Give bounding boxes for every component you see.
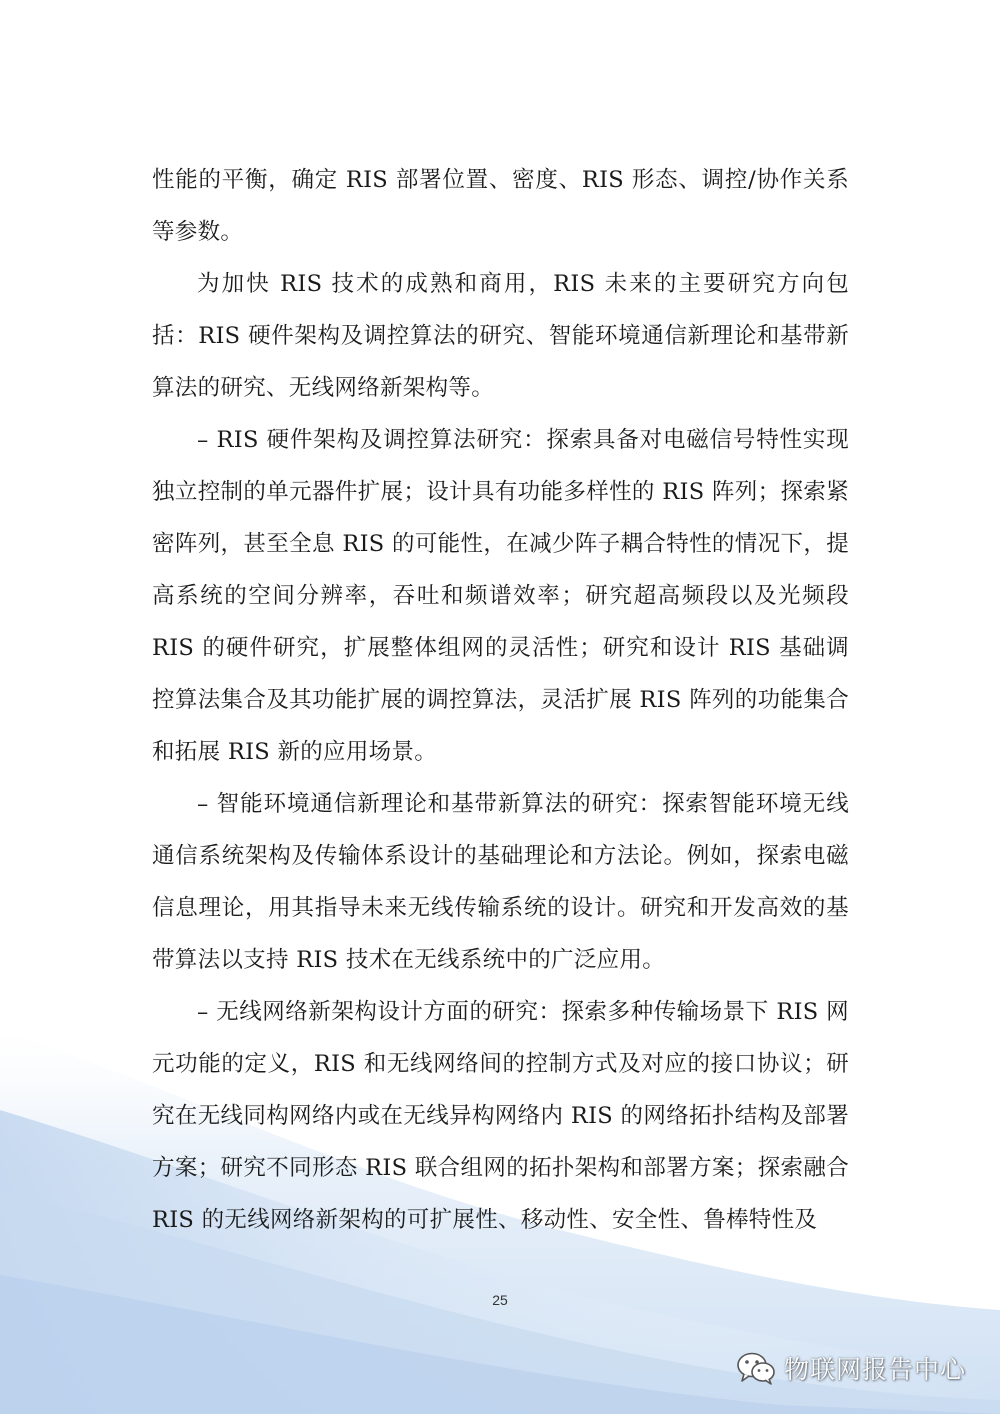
paragraph-continuation: 性能的平衡，确定 RIS 部署位置、密度、RIS 形态、调控/协作关系等参数。 [152, 167, 849, 245]
watermark-text: 物联网报告中心 [783, 1355, 966, 1384]
paragraph-network-architecture: – 无线网络新架构设计方面的研究：探索多种传输场景下 RIS 网元功能的定义，RIS 和无线网络间的控制方式及对应的接口协议；研究在无线同构网络内或在无线异构网络内 RIS 的网络拓扑结构及部署方案；研究不同形态 RIS 联合组网的拓扑架构和部署方案；探索融合 RIS 的无线网络新架构的可扩展性、移动性、安全性、鲁棒特性及 [152, 999, 849, 1233]
source-watermark [736, 1350, 966, 1386]
paragraph-hardware-algorithm: – RIS 硬件架构及调控算法研究：探索具备对电磁信号特性实现独立控制的单元器件扩展；设计具有功能多样性的 RIS 阵列；探索紧密阵列，甚至全息 RIS 的可能性，在减少阵子耦合特性的情况下，提高系统的空间分辨率，吞吐和频谱效率；研究超高频段以及光频段 RIS 的硬件研究，扩展整体组网的灵活性；研究和设计 RIS 基础调控算法集合及其功能扩展的调控算法，灵活扩展 RIS 阵列的功能集合和拓展 RIS 新的应用场景。 [152, 427, 849, 765]
paragraph-smart-environment: – 智能环境通信新理论和基带新算法的研究：探索智能环境无线通信系统架构及传输体系设计的基础理论和方法论。例如，探索电磁信息理论，用其指导未来无线传输系统的设计。研究和开发高效的基带算法以支持 RIS 技术在无线系统中的广泛应用。 [152, 791, 849, 973]
page-number: 25 [492, 1292, 508, 1308]
paragraph-research-directions: 为加快 RIS 技术的成熟和商用，RIS 未来的主要研究方向包括：RIS 硬件架构及调控算法的研究、智能环境通信新理论和基带新算法的研究、无线网络新架构等。 [152, 271, 849, 401]
document-body [152, 154, 849, 1246]
wechat-icon [736, 1351, 776, 1385]
